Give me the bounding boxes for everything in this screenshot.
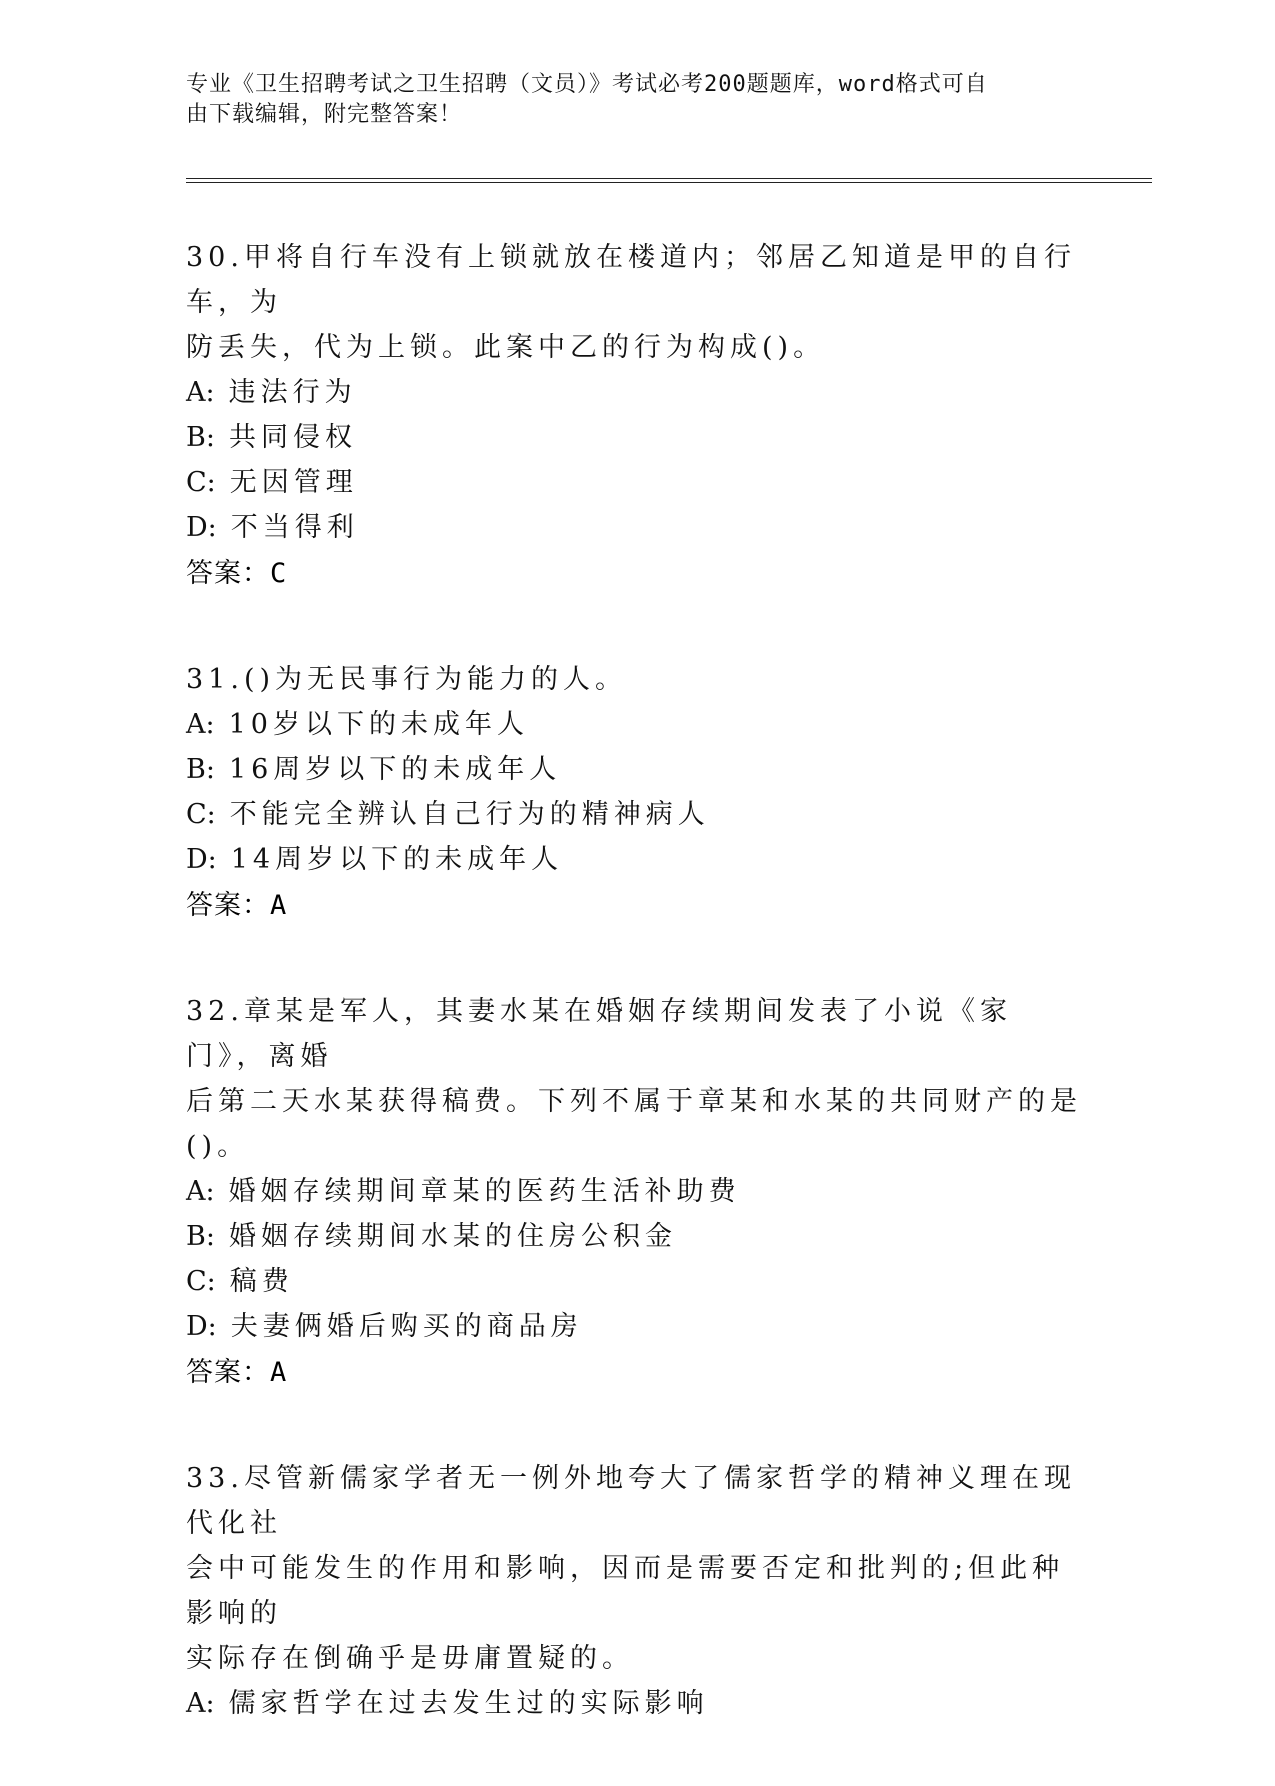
stem-line: 实际存在倒确乎是毋庸置疑的。	[186, 1643, 634, 1674]
option-key: A:	[186, 1688, 215, 1719]
option-text: 儒家哲学在过去发生过的实际影响	[228, 1688, 709, 1719]
option-c	[186, 460, 1086, 505]
question-30	[186, 235, 1086, 597]
option-text: 违法行为	[228, 377, 357, 408]
option-a	[186, 1169, 1086, 1214]
option-d	[186, 837, 1086, 882]
option-b	[186, 747, 1086, 792]
answer-label: 答案：	[186, 558, 270, 589]
question-list	[186, 235, 1086, 1786]
option-key: C:	[186, 799, 216, 830]
answer-value: A	[270, 890, 288, 921]
answer-line	[186, 1349, 1086, 1396]
answer-label: 答案：	[186, 1357, 270, 1388]
option-text: 婚姻存续期间章某的医药生活补助费	[228, 1176, 741, 1207]
option-text: 16周岁以下的未成年人	[228, 754, 562, 785]
question-stem	[186, 989, 1086, 1169]
stem-line: 32.章某是军人，其妻水某在婚姻存续期间发表了小说《家门》，离婚	[186, 996, 1012, 1072]
option-d	[186, 1304, 1086, 1349]
question-stem	[186, 235, 1086, 370]
option-c	[186, 792, 1086, 837]
option-key: B:	[186, 754, 215, 785]
stem-line: 后第二天水某获得稿费。下列不属于章某和水某的共同财产的是()。	[186, 1086, 1082, 1162]
header-divider	[186, 178, 1152, 183]
answer-line	[186, 550, 1086, 597]
option-text: 10岁以下的未成年人	[228, 709, 529, 740]
option-a	[186, 1681, 1086, 1726]
document-header	[186, 70, 1066, 130]
stem-line: 会中可能发生的作用和影响，因而是需要否定和批判的;但此种影响的	[186, 1553, 1065, 1629]
option-key: C:	[186, 467, 216, 498]
option-text: 不当得利	[230, 512, 359, 543]
option-key: D:	[186, 844, 217, 875]
option-text: 婚姻存续期间水某的住房公积金	[228, 1221, 677, 1252]
option-key: A:	[186, 1176, 215, 1207]
answer-value: C	[270, 558, 288, 589]
option-b	[186, 1214, 1086, 1259]
option-b	[186, 415, 1086, 460]
option-key: D:	[186, 512, 217, 543]
option-text: 14周岁以下的未成年人	[230, 844, 564, 875]
question-31	[186, 657, 1086, 929]
question-stem	[186, 657, 1086, 702]
stem-line: 30.甲将自行车没有上锁就放在楼道内；邻居乙知道是甲的自行车，为	[186, 242, 1076, 318]
question-33	[186, 1456, 1086, 1726]
question-stem	[186, 1456, 1086, 1681]
question-32	[186, 989, 1086, 1396]
option-text: 不能完全辨认自己行为的精神病人	[229, 799, 710, 830]
stem-line: 防丢失，代为上锁。此案中乙的行为构成()。	[186, 332, 826, 363]
option-text: 夫妻俩婚后购买的商品房	[230, 1311, 583, 1342]
answer-line	[186, 882, 1086, 929]
option-text: 无因管理	[229, 467, 358, 498]
option-c	[186, 1259, 1086, 1304]
stem-line: 31.()为无民事行为能力的人。	[186, 664, 628, 695]
answer-value: A	[270, 1357, 288, 1388]
option-key: B:	[186, 1221, 215, 1252]
option-a	[186, 702, 1086, 747]
header-line-1: 专业《卫生招聘考试之卫生招聘（文员）》考试必考200题题库，word格式可自	[186, 72, 988, 97]
answer-label: 答案：	[186, 890, 270, 921]
option-key: B:	[186, 422, 215, 453]
option-text: 稿费	[229, 1266, 294, 1297]
option-key: D:	[186, 1311, 217, 1342]
option-key: A:	[186, 377, 215, 408]
option-d	[186, 505, 1086, 550]
stem-line: 33.尽管新儒家学者无一例外地夸大了儒家哲学的精神义理在现代化社	[186, 1463, 1076, 1539]
header-line-2: 由下载编辑，附完整答案！	[186, 102, 463, 127]
option-a	[186, 370, 1086, 415]
option-text: 共同侵权	[228, 422, 357, 453]
option-key: C:	[186, 1266, 216, 1297]
option-key: A:	[186, 709, 215, 740]
